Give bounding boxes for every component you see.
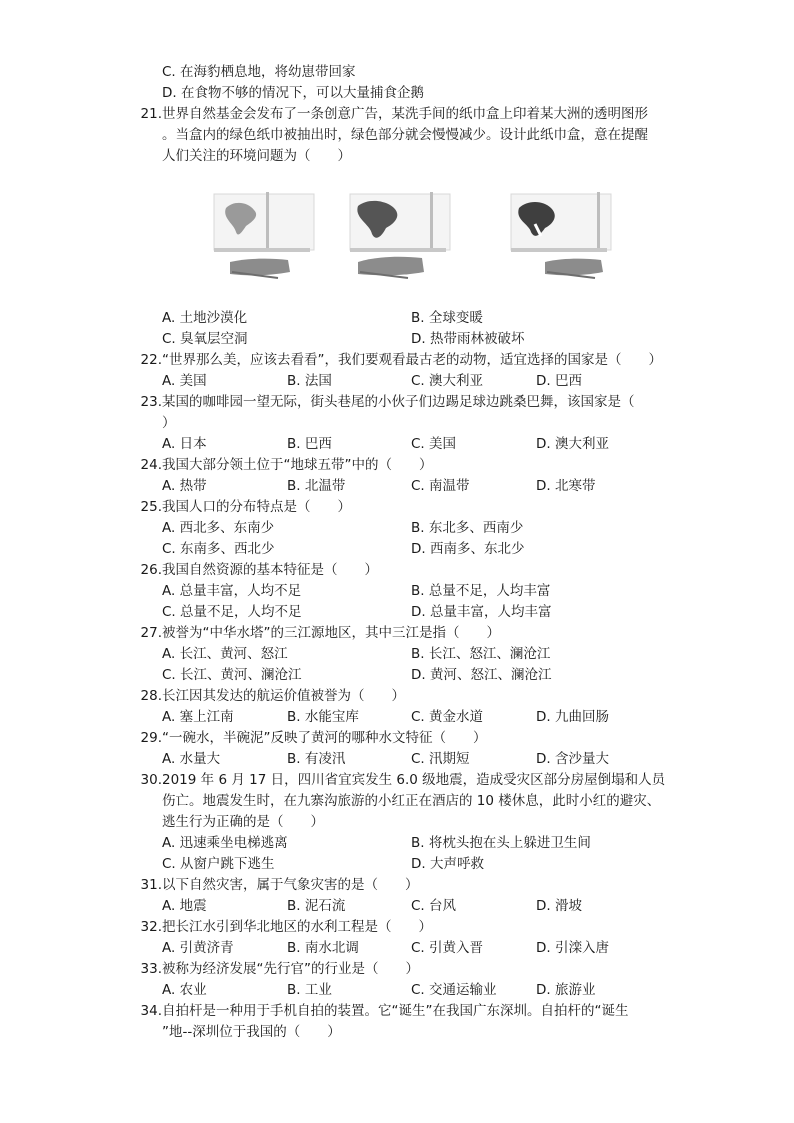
question-number: 25.	[140, 499, 162, 515]
question-number: 21.	[140, 106, 162, 122]
option[interactable]: A. 总量丰富，人均不足	[162, 583, 302, 599]
question-32	[0, 917, 794, 937]
question-30	[0, 770, 794, 790]
question-text: 我国人口的分布特点是（ ）	[162, 499, 351, 515]
question-number: 22.	[140, 352, 162, 368]
lead-option-d: D. 在食物不够的情况下，可以大量捕食企鹅	[162, 85, 424, 101]
option[interactable]: C. 总量不足，人均不足	[162, 604, 302, 620]
question-number: 34.	[140, 1003, 162, 1019]
question-text: 2019 年 6 月 17 日，四川省宜宾发生 6.0 级地震，造成受灾区部分房屋倒塌和人员	[162, 772, 666, 788]
question-22	[0, 350, 794, 370]
question-23	[0, 392, 794, 412]
option[interactable]: A. 土地沙漠化	[162, 310, 248, 326]
option[interactable]: D. 大声呼救	[411, 856, 484, 872]
question-27	[0, 623, 794, 643]
question-31	[0, 875, 794, 895]
option[interactable]: D. 巴西	[536, 373, 582, 389]
option[interactable]: B. 南水北调	[287, 940, 359, 956]
question-number: 23.	[140, 394, 162, 410]
option[interactable]: B. 泥石流	[287, 898, 346, 914]
option[interactable]: C. 引黄入晋	[411, 940, 484, 956]
question-text: 某国的咖啡园一望无际，街头巷尾的小伙子们边踢足球边跳桑巴舞，该国家是（	[162, 394, 635, 410]
question-21	[0, 104, 794, 124]
question-number: 32.	[140, 919, 162, 935]
option[interactable]: B. 东北多、西南少	[411, 520, 524, 536]
option[interactable]: D. 澳大利亚	[536, 436, 609, 452]
question-text: 人们关注的环境问题为（ ）	[162, 148, 351, 164]
option[interactable]: C. 澳大利亚	[411, 373, 484, 389]
option[interactable]: A. 西北多、东南少	[162, 520, 275, 536]
question-33	[0, 959, 794, 979]
question-text: 世界自然基金会发布了一条创意广告，某洗手间的纸巾盒上印着某大洲的透明图形	[162, 106, 648, 122]
option[interactable]: A. 迅速乘坐电梯逃离	[162, 835, 288, 851]
question-text: 我国大部分领土位于“地球五带”中的（ ）	[162, 457, 433, 473]
option[interactable]: A. 农业	[162, 982, 207, 998]
option[interactable]: C. 臭氧层空洞	[162, 331, 248, 347]
option[interactable]: B. 工业	[287, 982, 332, 998]
option[interactable]: B. 巴西	[287, 436, 332, 452]
option[interactable]: A. 日本	[162, 436, 207, 452]
question-34	[0, 1001, 794, 1021]
option[interactable]: D. 九曲回肠	[536, 709, 609, 725]
option[interactable]: A. 地震	[162, 898, 207, 914]
option[interactable]: D. 黄河、怒江、澜沧江	[411, 667, 552, 683]
question-25	[0, 497, 794, 517]
option[interactable]: D. 西南多、东北少	[411, 541, 525, 557]
question-number: 24.	[140, 457, 162, 473]
option[interactable]: B. 法国	[287, 373, 332, 389]
option[interactable]: C. 南温带	[411, 478, 470, 494]
question-number: 33.	[140, 961, 162, 977]
question-text: 以下自然灾害，属于气象灾害的是（ ）	[162, 877, 419, 893]
option[interactable]: C. 从窗户跳下逃生	[162, 856, 275, 872]
option[interactable]: D. 滑坡	[536, 898, 582, 914]
option[interactable]: D. 引滦入唐	[536, 940, 609, 956]
question-text: “一碗水，半碗泥”反映了黄河的哪种水文特征（ ）	[162, 730, 487, 746]
option[interactable]: A. 热带	[162, 478, 207, 494]
question-text: 把长江水引到华北地区的水利工程是（ ）	[162, 919, 432, 935]
question-text: ”地--深圳位于我国的（ ）	[162, 1024, 341, 1040]
option[interactable]: B. 总量不足，人均丰富	[411, 583, 551, 599]
question-text: 被称为经济发展“先行官”的行业是（ ）	[162, 961, 419, 977]
option[interactable]: C. 交通运输业	[411, 982, 497, 998]
option[interactable]: C. 长江、黄河、澜沧江	[162, 667, 302, 683]
option[interactable]: D. 含沙量大	[536, 751, 609, 767]
question-text: 。当盒内的绿色纸巾被抽出时，绿色部分就会慢慢减少。设计此纸巾盒，意在提醒	[162, 127, 648, 143]
option[interactable]: B. 水能宝库	[287, 709, 359, 725]
question-text: 我国自然资源的基本特征是（ ）	[162, 562, 378, 578]
option[interactable]: D. 旅游业	[536, 982, 596, 998]
option[interactable]: D. 总量丰富，人均丰富	[411, 604, 552, 620]
option[interactable]: C. 台风	[411, 898, 457, 914]
question-text: 被誉为“中华水塔”的三江源地区，其中三江是指（ ）	[162, 625, 500, 641]
option[interactable]: B. 将枕头抱在头上躲进卫生间	[411, 835, 591, 851]
option[interactable]: D. 热带雨林被破坏	[411, 331, 525, 347]
option[interactable]: C. 美国	[411, 436, 457, 452]
question-29	[0, 728, 794, 748]
question-text: 伤亡。地震发生时，在九寨沟旅游的小红正在酒店的 10 楼休息，此时小红的避灾、	[162, 793, 661, 809]
option[interactable]: C. 东南多、西北少	[162, 541, 275, 557]
question-24	[0, 455, 794, 475]
question-number: 31.	[140, 877, 162, 893]
question-text: “世界那么美，应该去看看”，我们要观看最古老的动物，适宜选择的国家是（ ）	[162, 352, 662, 368]
question-number: 30.	[140, 772, 162, 788]
option[interactable]: A. 美国	[162, 373, 207, 389]
lead-option-c: C. 在海豹栖息地，将幼崽带回家	[162, 64, 356, 80]
question-28	[0, 686, 794, 706]
question-number: 27.	[140, 625, 162, 641]
tissue-box-figure-3	[505, 186, 615, 286]
option[interactable]: A. 塞上江南	[162, 709, 234, 725]
option[interactable]: B. 长江、怒江、澜沧江	[411, 646, 551, 662]
question-number: 28.	[140, 688, 162, 704]
tissue-box-figure-1	[208, 186, 318, 286]
tissue-box-figure-2	[344, 186, 454, 286]
option[interactable]: B. 全球变暖	[411, 310, 483, 326]
question-number: 29.	[140, 730, 162, 746]
option[interactable]: C. 汛期短	[411, 751, 470, 767]
option[interactable]: B. 北温带	[287, 478, 346, 494]
option[interactable]: A. 引黄济青	[162, 940, 234, 956]
question-text: ）	[162, 415, 176, 431]
question-number: 26.	[140, 562, 162, 578]
option[interactable]: D. 北寒带	[536, 478, 596, 494]
question-26	[0, 560, 794, 580]
option[interactable]: A. 长江、黄河、怒江	[162, 646, 288, 662]
option[interactable]: B. 有凌汛	[287, 751, 346, 767]
question-text: 自拍杆是一种用于手机自拍的装置。它“诞生”在我国广东深圳。自拍杆的“诞生	[162, 1003, 629, 1019]
question-text: 逃生行为正确的是（ ）	[162, 814, 324, 830]
option[interactable]: A. 水量大	[162, 751, 221, 767]
question-text: 长江因其发达的航运价值被誉为（ ）	[162, 688, 405, 704]
option[interactable]: C. 黄金水道	[411, 709, 484, 725]
